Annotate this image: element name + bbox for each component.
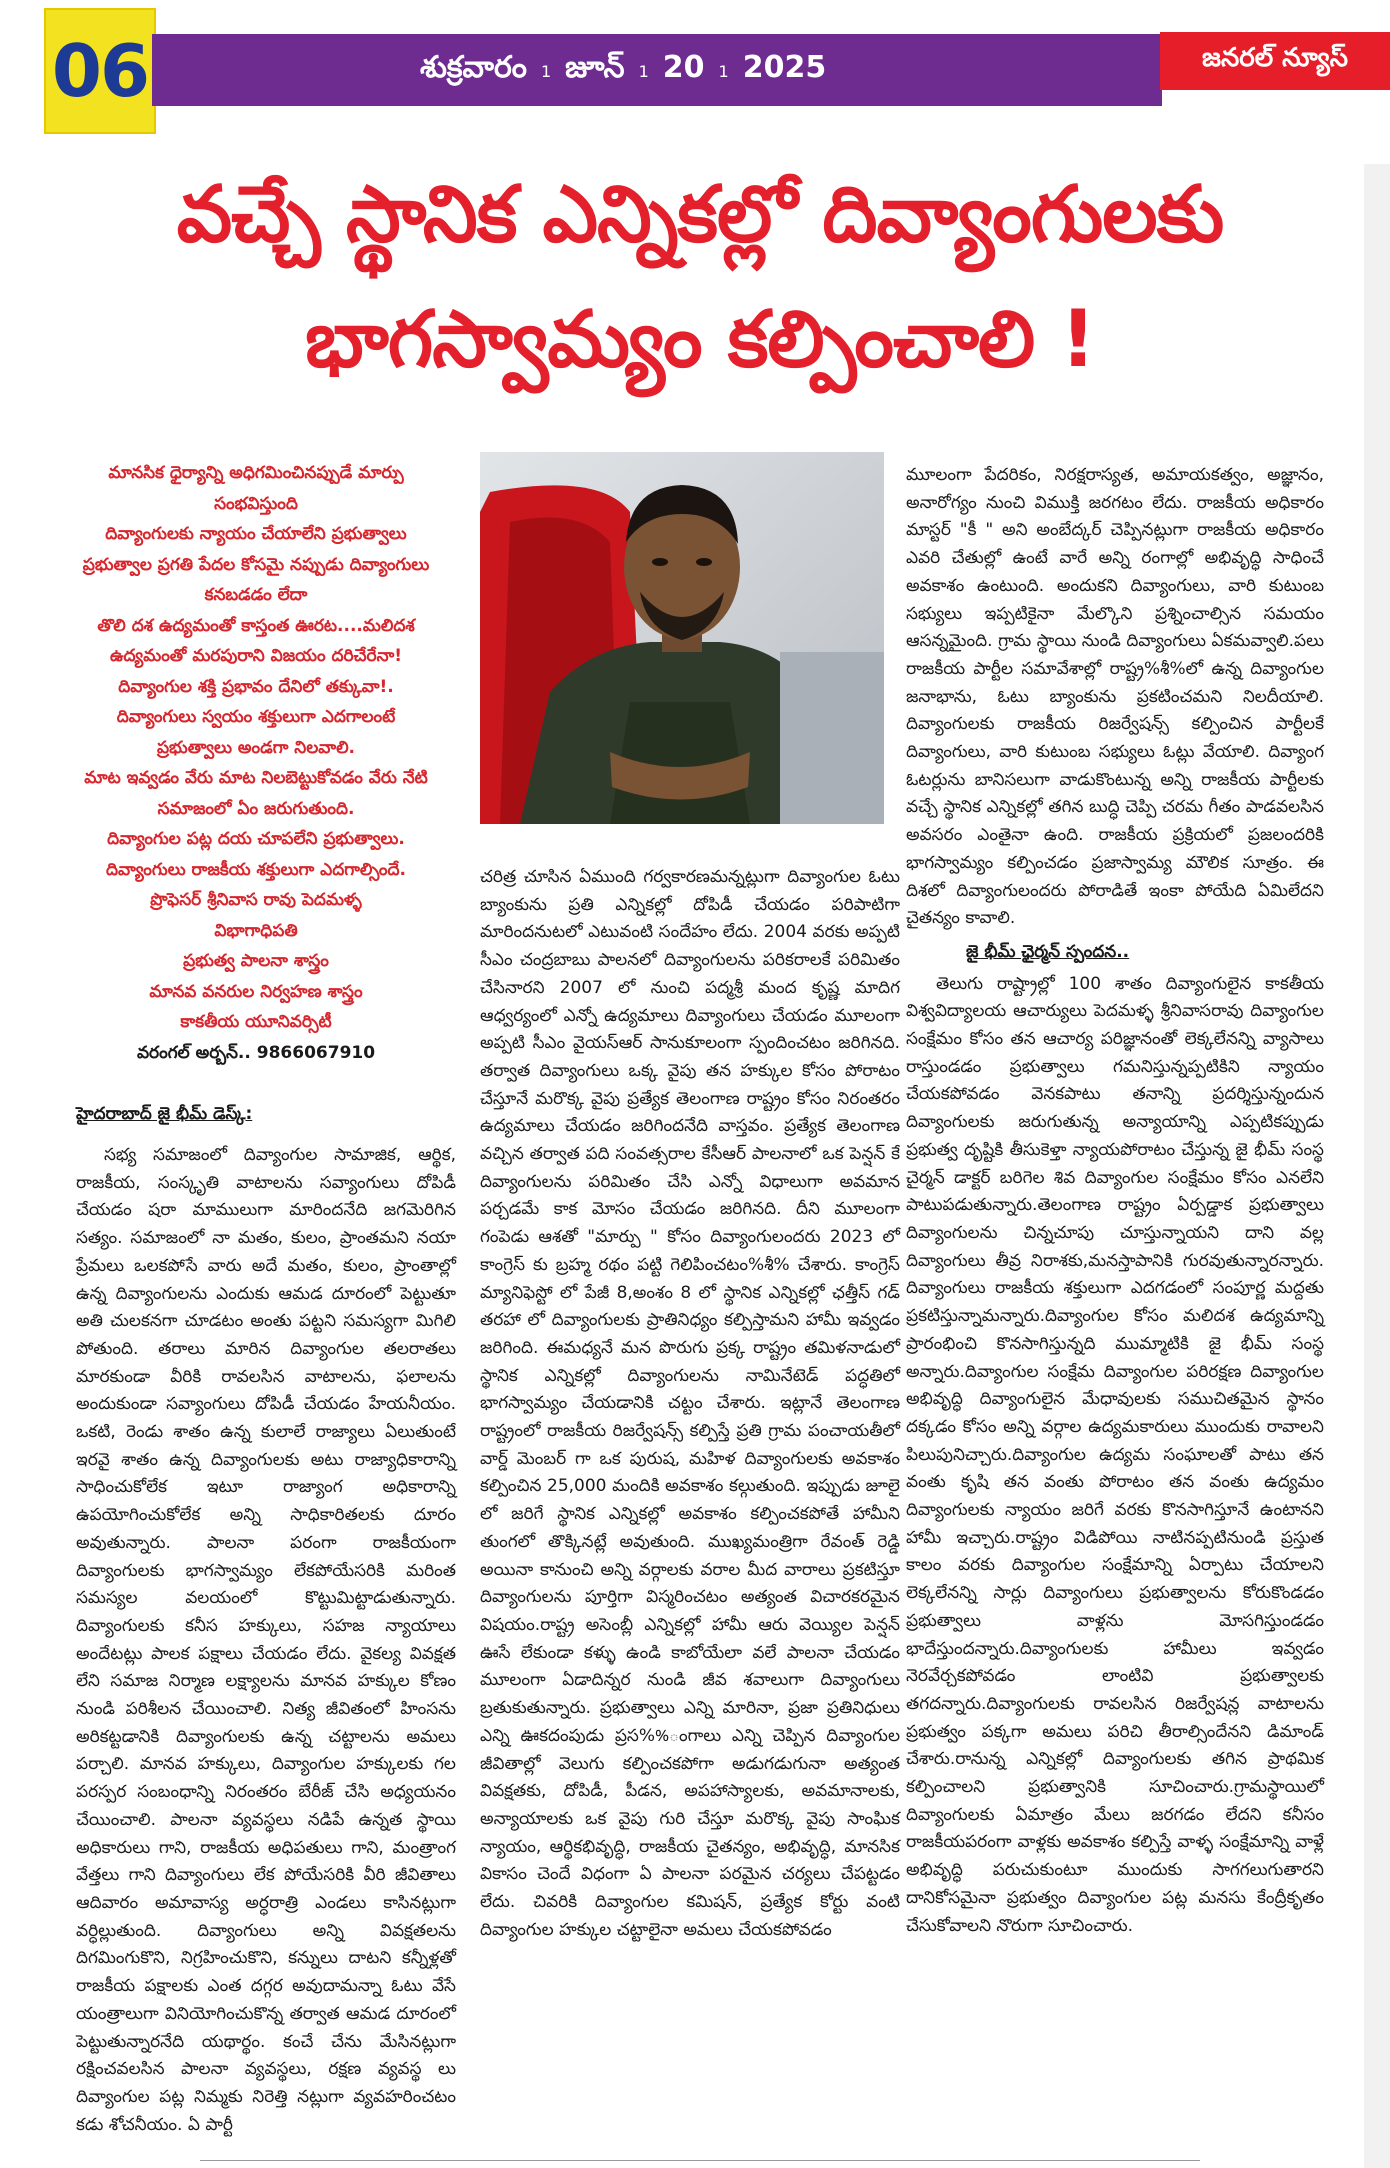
date-date: 20 — [662, 50, 705, 85]
footer-rule — [200, 2160, 1200, 2161]
article-column-3 — [906, 462, 1324, 1940]
header-date — [420, 50, 826, 92]
sub-heading: జై భీమ్ ఛైర్మన్ స్పందన.. — [966, 941, 1130, 962]
author-location-phone: వరంగల్ అర్బన్.. 9866067910 — [136, 1042, 376, 1063]
page-number-box — [44, 8, 156, 134]
date-day: శుక్రవారం — [420, 50, 527, 85]
section-tag: జనరల్ న్యూస్ — [1160, 32, 1390, 90]
date-year: 2025 — [742, 50, 827, 85]
author-photo-image — [480, 452, 884, 824]
headline-line-1: వచ్చే స్థానిక ఎన్నికల్లో దివ్యాంగులకు — [176, 170, 1224, 260]
date-separator: 1 — [638, 62, 649, 81]
intro-line: దివ్యాంగులు స్వయం శక్తులుగా ఎదగాలంటే — [116, 707, 396, 727]
date-separator: 1 — [718, 62, 729, 81]
intro-line: ప్రభుత్వాల ప్రగతి పేదల కోసమై నప్పుడు దివ్యాంగులు — [82, 554, 430, 575]
intro-line: ప్రొఫెసర్ శ్రీనివాస రావు పెదమళ్ళ — [150, 890, 362, 910]
intro-line: దివ్యాంగులకు న్యాయం చేయాలేని ప్రభుత్వాలు — [105, 524, 407, 544]
intro-line: మానసిక ధైర్యాన్ని అధిగమించినప్పుడే మార్పు — [108, 463, 404, 483]
dateline: హైదరాబాద్ జై భీమ్ డెస్క్: — [76, 1104, 253, 1124]
intro-line: దివ్యాంగులు రాజకీయ శక్తులుగా ఎదగాల్సిందే. — [106, 859, 406, 880]
date-separator: 1 — [540, 62, 552, 81]
page-number: 06 — [51, 29, 149, 113]
intro-highlights — [56, 458, 456, 1068]
column-3-paragraph-1: మూలంగా పేదరికం, నిరక్షరాస్యత, అమాయకత్వం, అజ్ఞానం, అనారోగ్యం నుంచి విముక్తి జరగటం లేదు. రాజకీయ అధికారం మాస్టర్ "కీ " అని అంబేద్కర్ చెప్పినట్లుగా రాజకీయ అధికారం ఎవరి చేతుల్లో ఉంటే వారే అన్ని రంగాల్లో అభివృద్ధి సాధించే అవకాశం ఉంటుంది. అందుకని దివ్యాంగులు, వారి కుటుంబ సభ్యులు ఇప్పటికైనా మేల్కొని ప్రశ్నించాల్సిన సమయం ఆసన్నమైంది. గ్రామ స్థాయి నుండి దివ్యాంగులు ఏకమవ్వాలి.పలు రాజకీయ పార్టీల సమావేశాల్లో రాష్ట్ర%శీ%లో ఉన్న దివ్యాంగుల జనాభాను, ఓటు బ్యాంకును ప్రకటించమని నిలదీయాలి. దివ్యాంగులకు రాజకీయ రిజర్వేషన్స్ కల్పించిన పార్టీలకే దివ్యాంగులు, వారి కుటుంబ సభ్యులు ఓట్లు వేయాలి. దివ్యాంగ ఓటర్లును బానిసలుగా వాడుకొంటున్న అన్ని రాజకీయ పార్టీలకు వచ్చే స్థానిక ఎన్నికల్లో తగిన బుద్ధి చెప్పి చరమ గీతం పాడవలసిన అవసరం ఎంతైనా ఉంది. రాజకీయ ప్రక్రియలో ప్రజలందరికి భాగస్వామ్యం కల్పించడం ప్రజాస్వామ్య మౌలిక సూత్రం. ఈ దిశలో దివ్యాంగులందరు పోరాడితే ఇంకా పోయేది ఏమిలేదని చైతన్యం కావాలి. — [906, 465, 1324, 929]
intro-line: దివ్యాంగుల శక్తి ప్రభావం దేనిలో తక్కువా!. — [118, 676, 394, 697]
intro-line: మానవ వనరుల నిర్వహణ శాస్త్రం — [149, 981, 363, 1002]
headline-line-2: భాగస్వామ్యం కల్పించాలి ! — [305, 295, 1095, 385]
intro-line: ఉద్యమంతో మరపురాని విజయం దరిచేరేనా! — [109, 646, 403, 666]
intro-line: కాకతీయ యూనివర్సిటీ — [180, 1012, 332, 1032]
article-column-2: చరిత్ర చూసిన ఏముంది గర్వకారణమన్నట్లుగా దివ్యాంగుల ఓటు బ్యాంకును ప్రతి ఎన్నికల్లో దోపిడీ చేయడం పరిపాటిగా మారిందనుటలో ఎటువంటి సందేహం లేదు. 2004 వరకు అప్పటి సీఎం చంద్రబాబు పాలనలో దివ్యాంగులను పరికరాలకే పరిమితం చేసినారని 2007 లో నుంచి పద్మశ్రీ మంద కృష్ణ మాదిగ ఆధ్వర్యంలో ఎన్నో ఉద్యమాలు దివ్యాంగులు చేయడం మూలంగా అప్పటి సీఎం వైయస్ఆర్ సానుకూలంగా స్పందించటం జరిగినది. తర్వాత దివ్యాంగులు ఒక్క వైపు తన హక్కుల కోసం పోరాటం చేస్తూనే మరొక్క వైపు ప్రత్యేక తెలంగాణ రాష్ట్రం కోసం నిరంతరం ఉద్యమాలు చేయడం జరిగిందనేది వాస్తవం. ప్రత్యేక తెలంగాణ వచ్చిన తర్వాత పది సంవత్సరాల కేసీఆర్ పాలనాలో ఒక పెన్షన్ కే దివ్యాంగులను పరిమితం చేసి ఎన్నో విధాలుగా అవమాన పర్చడమే కాక మోసం చేయడం జరిగినది. దీని మూలంగా గంపెడు ఆశతో "మార్పు " కోసం దివ్యాంగులందరు 2023 లో కాంగ్రెస్ కు బ్రహ్మ రథం పట్టి గెలిపించటం%శీ% చేశారు. కాంగ్రెస్ మ్యానిఫెస్టో లో పేజీ 8,అంశం 8 లో స్థానిక ఎన్నికల్లో ఛత్తీస్ గడ్ తరహా లో దివ్యాంగులకు ప్రాతినిధ్యం కల్పిస్తామని హామీ ఇవ్వడం జరిగింది. ఈమధ్యనే మన పొరుగు ప్రక్క రాష్ట్రం తమిళనాడులో స్థానిక ఎన్నికల్లో దివ్యాంగులను నామినేటెడ్ పద్ధతిలో భాగస్వామ్యం చేయడానికి చట్టం చేశారు. ఇట్లానే తెలంగాణ రాష్ట్రంలో రాజకీయ రిజర్వేషన్స్ కల్పిస్తే ప్రతి గ్రామ పంచాయతీలో వార్డ్ మెంబర్ గా ఒక పురుష, మహిళ దివ్యాంగులకు అవకాశం కల్పించిన 25,000 మందికి అవకాశం కల్గుతుంది. ఇప్పుడు జూలై లో జరిగే స్థానిక ఎన్నికల్లో అవకాశం కల్పించకపోతే హామీని తుంగలో తొక్కినట్లే అవుతుంది. ముఖ్యమంత్రిగా రేవంత్ రెడ్డి అయినా కానుంచి అన్ని వర్గాలకు వరాల మీద వారాలు ప్రకటిస్తూ దివ్యాంగులను పూర్తిగా విస్మరించటం అత్యంత విచారకరమైన విషయం.రాష్ట్ర అసెంబ్లీ ఎన్నికల్లో హామీ ఆరు వెయ్యిల పెన్షన్ ఊసే లేకుండా కళ్ళు ఉండి కాబోయేలా వలే పాలనా చేయడం మూలంగా ఏడాదిన్నర నుండి జీవ శవాలుగా దివ్యాంగులు బ్రతుకుతున్నారు. ప్రభుత్వాలు ఎన్ని మారినా, ప్రజా ప్రతినిధులు ఎన్ని ఊకదంపుడు ప్రస%%ంగాలు ఎన్ని చెప్పిన దివ్యాంగుల జీవితాల్లో వెలుగు కల్పించకపోగా అడుగడుగునా అత్యంత వివక్షతకు, దోపిడీ, పీడన, అపహాస్యాలకు, అవమానాలకు, అన్యాయాలకు ఒక వైపు గురి చేస్తూ మరొక్క వైపు సాంఘిక న్యాయం, ఆర్థికభివృద్ధి, రాజకీయ చైతన్యం, అభివృద్ధి, మానసిక వికాసం చెందే విధంగా ఏ పాలనా పరమైన చర్యలు చేపట్టడం లేదు. చివరికి దివ్యాంగుల కమిషన్, ప్రత్యేక కోర్టు వంటి దివ్యాంగుల హక్కుల చట్టాలైనా అమలు చేయకపోవడం — [480, 867, 900, 1940]
intro-line: మాట ఇవ్వడం వేరు మాట నిలబెట్టుకోవడం వేరు నేటి — [84, 768, 428, 788]
intro-line: ప్రభుత్వ పాలనా శాస్త్రం — [183, 951, 329, 971]
intro-line: కనబడడం లేదా — [204, 585, 308, 605]
author-photo — [480, 452, 884, 824]
intro-line: తొలి దశ ఉద్యమంతో కాస్తంత ఊరట....మలిదశ — [97, 615, 415, 636]
adjacent-page-edge — [1364, 164, 1390, 2168]
column-3-paragraph-2: తెలుగు రాష్ట్రాల్లో 100 శాతం దివ్యాంగులైన కాకతీయ విశ్వవిద్యాలయ ఆచార్యులు పెదమళ్ళ శ్రీనివాసరావు దివ్యాంగుల సంక్షేమం కోసం తన ఆచార్య పరిజ్ఞానంతో లెక్కలేనన్ని వ్యాసాలు రాస్తుండడం ప్రభుత్వాలు గమనిస్తున్నప్పటికిని న్యాయం చేయకపోవడం వెనకపాటు తనాన్ని ప్రదర్శిస్తున్నందున దివ్యాంగులకు జరుగుతున్న అన్యాయాన్ని ఎప్పటికప్పుడు ప్రభుత్వ దృష్టికి తీసుకెళ్తా న్యాయపోరాటం చేస్తున్న జై భీమ్ సంస్థ చైర్మన్ డాక్టర్ బరిగెల శివ దివ్యాంగుల సంక్షేమం కోసం ఎనలేని పాటుపడుతున్నారు.తెలంగాణ రాష్ట్రం ఏర్పడ్డాక ప్రభుత్వాలు దివ్యాంగులను చిన్నచూపు చూస్తున్నాయని దాని వల్ల దివ్యాంగులు తీవ్ర నిరాశకు,మనస్తాపానికి గురవుతున్నారన్నారు. దివ్యాంగులు రాజకీయ శక్తులుగా ఎదగడంలో సంపూర్ణ మద్దతు ప్రకటిస్తున్నామన్నారు.దివ్యాంగుల కోసం మలిదశ ఉద్యమాన్ని ప్రారంభించి కొనసాగిస్తున్నది ముమ్మాటికి జై భీమ్ సంస్థ అన్నారు.దివ్యాంగుల సంక్షేమ దివ్యాంగుల పరిరక్షణ దివ్యాంగుల అభివృద్ధి దివ్యాంగులైన మేధావులకు సముచితమైన స్థానం దక్కడం కోసం అన్ని వర్గాల ఉద్యమకారులు ముందుకు రావాలని పిలుపునిచ్చారు.దివ్యాంగుల ఉద్యమ సంఘాలతో పాటు తన వంతు కృషి తన వంతు పోరాటం తన వంతు ఉద్యమం దివ్యాంగులకు న్యాయం జరిగే వరకు కొనసాగిస్తూనే ఉంటానని హామీ ఇచ్చారు.రాష్ట్రం విడిపోయి నాటినప్పటినుండి ప్రస్తుత కాలం వరకు దివ్యాంగుల సంక్షేమాన్ని ఏర్పాటు చేయాలని లెక్కలేనన్ని సార్లు దివ్యాంగులు ప్రభుత్వాలను కోరుకొండడం ప్రభుత్వాలు వాళ్లను మోసగిస్తుండడం భాదేస్తుందన్నారు.దివ్యాంగులకు హామీలు ఇవ్వడం నెరవేర్చకపోవడం లాంటివి ప్రభుత్వాలకు తగదన్నారు.దివ్యాంగులకు రావలసిన రిజర్వేషన్ల వాటాలను ప్రభుత్వం పక్కగా అమలు పరిచి తీరాల్సిందేనని డిమాండ్ చేశారు.రానున్న ఎన్నికల్లో దివ్యాంగులకు తగిన ప్రాథమిక కల్పించాలని ప్రభుత్వానికి సూచించారు.గ్రామస్థాయిలో దివ్యాంగులకు ఏమాత్రం మేలు జరగడం లేదని కనీసం రాజకీయపరంగా వాళ్లకు అవకాశం కల్పిస్తే వాళ్ళ సంక్షేమాన్ని వాళ్లే అభివృద్ధి పరుచుకుంటూ ముందుకు సాగగలుగుతారని దానికోసమైనా ప్రభుత్వం దివ్యాంగుల పట్ల మనసు కేంద్రీకృతం చేసుకోవాలని నొరుగా సూచించారు. — [906, 973, 1324, 1936]
intro-line: విభాగాధిపతి — [214, 920, 298, 941]
date-month: జూన్ — [565, 50, 625, 85]
intro-line: దివ్యాంగుల పట్ల దయ చూపలేని ప్రభుత్వాలు. — [107, 829, 405, 849]
intro-line: ప్రభుత్వాలు అండగా నిలవాలి. — [156, 737, 356, 758]
article-column-1: సభ్య సమాజంలో దివ్యాంగుల సామాజిక, ఆర్థిక, రాజకీయ, సంస్కృతి వాటాలను సవ్యాంగులు దోపిడీ చేయడం షరా మాములుగా మారిందనేది జగమెరిగిన సత్యం. సమాజంలో నా మతం, కులం, ప్రాంతమని నయా ప్రేమలు ఒలకపోసే వారు అదే మతం, కులం, ప్రాంతాల్లో ఉన్న దివ్యాంగులను ఎందుకు ఆమడ దూరంలో పెట్టుతూ అతి చులకనగా చూడటం అంతు పట్టని సమస్యగా మిగిలి పోతుంది. తరాలు మారిన దివ్యాంగుల తలరాతలు మారకుండా వీరికి రావలసిన వాటాలను, ఫలాలను అందుకుండా సవ్యాంగులు దోపిడీ చేయడం హేయనీయం. ఒకటి, రెండు శాతం ఉన్న కులాలే రాజ్యాలు ఏలుతుంటే ఇరవై శాతం ఉన్న దివ్యాంగులకు అటు రాజ్యాధికారాన్ని సాధించుకోలేక ఇటూ రాజ్యాంగ అధికారాన్ని ఉపయోగించుకోలేక అన్ని సాధికారితలకు దూరం అవుతున్నారు. పాలనా పరంగా రాజకీయంగా దివ్యాంగులకు భాగస్వామ్యం లేకపోయేసరికి మరింత సమస్యల వలయంలో కొట్టుమిట్టాడుతున్నారు. దివ్యాంగులకు కనీస హక్కులు, సహజ న్యాయాలు అందేటట్లు పాలక పక్షాలు చేయడం లేదు. వైకల్య వివక్షత లేని సమాజ నిర్మాణ లక్ష్యాలను మానవ హక్కుల కోణం నుండి పరిశీలన చేయించాలి. నిత్య జీవితంలో హింసను అరికట్టడానికి దివ్యాంగులకు ఉన్న చట్టాలను అమలు పర్చాలి. మానవ హక్కులు, దివ్యాంగుల హక్కులకు గల పరస్పర సంబంధాన్ని నిరంతరం బేరీజ్ చేసి అధ్యయనం చేయించాలి. పాలనా వ్యవస్థలు నడిపే ఉన్నత స్థాయి అధికారులు గాని, రాజకీయ అధిపతులు గాని, మంత్రాంగ వేత్తలు గాని దివ్యాంగులు లేక పోయేసరికి వీరి జీవితాలు ఆదివారం అమావాస్య అర్ధరాత్రి ఎండలు కాసినట్లుగా వర్ధిల్లుతుంది. దివ్యాంగులు అన్ని వివక్షతలను దిగమింగుకొని, నిగ్రహించుకొని, కన్నులు దాటని కన్నీళ్లతో రాజకీయ పక్షాలకు ఎంత దగ్గర అవుదామన్నా ఓటు వేసే యంత్రాలుగా వినియోగించుకొన్న తర్వాత ఆమడ దూరంలో పెట్టుతున్నారనేది యథార్థం. కంచే చేను మేసినట్లుగా రక్షించవలసిన పాలనా వ్యవస్థలు, రక్షణ వ్యవస్థ లు దివ్యాంగుల పట్ల నిమ్మకు నిరెత్తి నట్లుగా వ్యవహరించటం కడు శోచనీయం. ఏ పార్టీ — [76, 1145, 456, 2135]
intro-line: సంభవిస్తుంది — [214, 493, 298, 514]
intro-line: సమాజంలో ఏం జరుగుతుంది. — [157, 798, 355, 819]
